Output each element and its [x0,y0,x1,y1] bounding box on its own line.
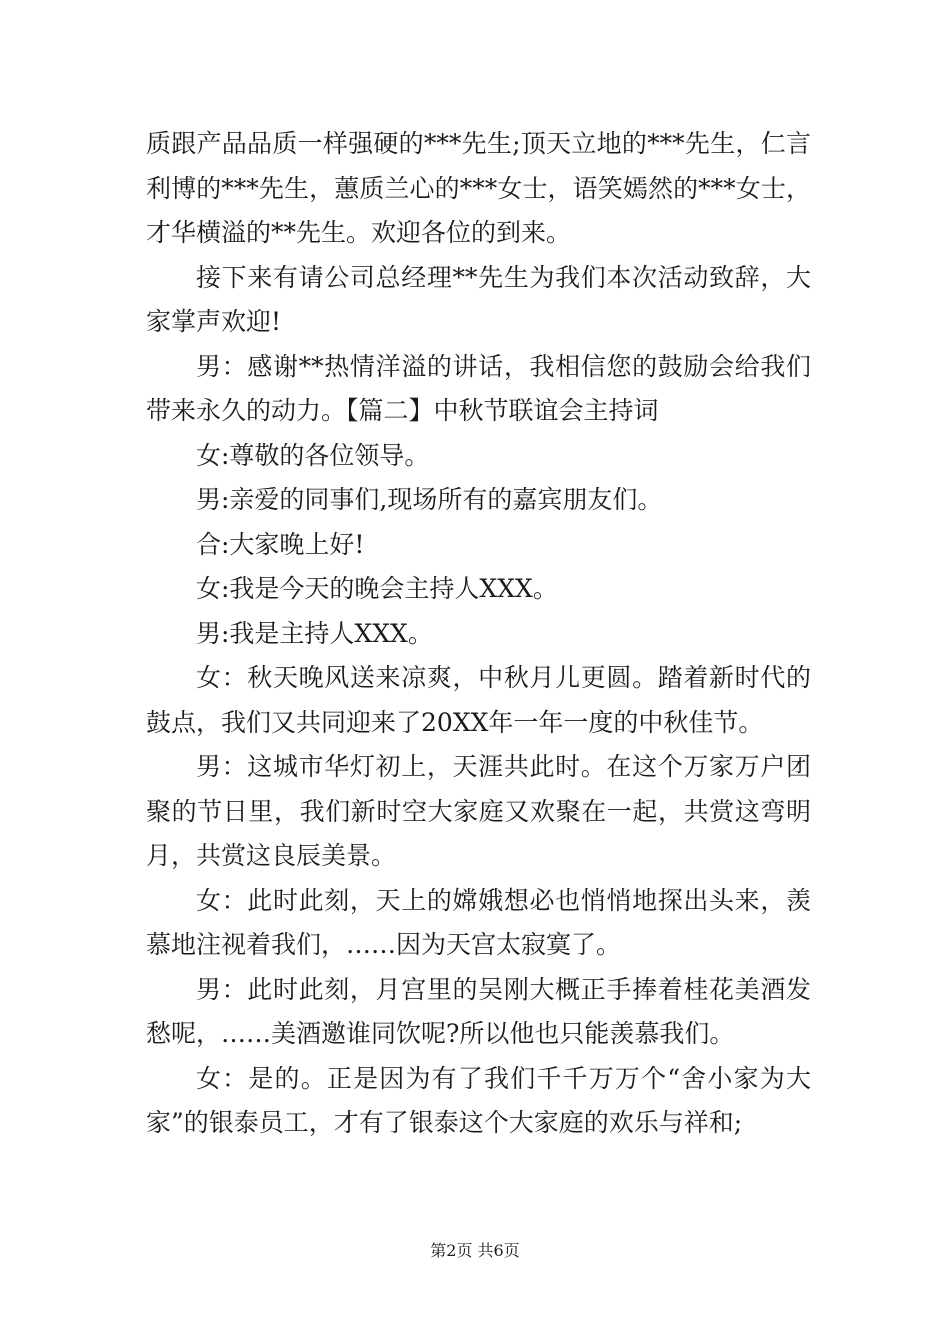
paragraph-2: 接下来有请公司总经理**先生为我们本次活动致辞，大家掌声欢迎! [146,262,811,336]
paragraph-7: 女:我是今天的晚会主持人XXX。 [196,574,558,603]
document-body [146,122,811,1146]
paragraph-10: 男：这城市华灯初上，天涯共此时。在这个万家万户团聚的节日里，我们新时空大家庭又欢聚在一起，共赏这弯明月，共赏这良辰美景。 [146,752,811,870]
paragraph-8: 男:我是主持人XXX。 [196,618,433,648]
paragraph-1: 质跟产品品质一样强硬的***先生;顶天立地的***先生，仁言利博的***先生，蕙质兰心的***女士，语笑嫣然的***女士，才华横溢的**先生。欢迎各位的到来。 [146,129,811,247]
paragraph-12: 男：此时此刻，月宫里的吴刚大概正手捧着桂花美酒发愁呢，……美酒邀谁同饮呢?所以他也只能羡慕我们。 [146,974,811,1048]
paragraph-11: 女：此时此刻，天上的嫦娥想必也悄悄地探出头来，羡慕地注视着我们，……因为天宫太寂寞了。 [146,885,811,959]
paragraph-6: 合:大家晚上好! [196,529,365,559]
page-footer [0,1240,950,1262]
paragraph-4: 女:尊敬的各位领导。 [196,440,430,470]
paragraph-3: 男：感谢**热情洋溢的讲话，我相信您的鼓励会给我们带来永久的动力。【篇二】中秋节联谊会主持词 [146,351,811,425]
paragraph-5: 男:亲爱的同事们,现场所有的嘉宾朋友们。 [196,485,663,514]
paragraph-9: 女：秋天晚风送来凉爽，中秋月儿更圆。踏着新时代的鼓点，我们又共同迎来了20XX年一年一度的中秋佳节。 [146,663,811,737]
page-number-label: 第2页 共6页 [430,1241,520,1260]
paragraph-13: 女：是的。正是因为有了我们千千万万个“舍小家为大家”的银泰员工，才有了银泰这个大家庭的欢乐与祥和; [146,1063,811,1137]
